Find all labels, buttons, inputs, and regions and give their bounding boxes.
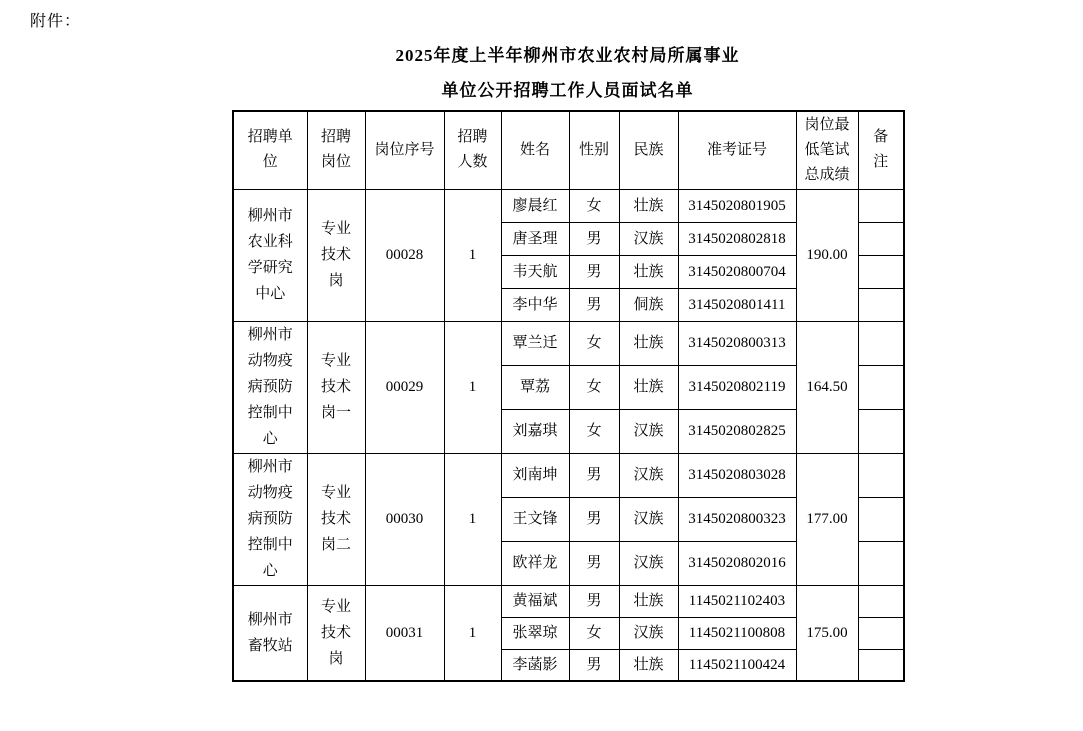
candidate-name-cell: 覃兰迁: [501, 321, 569, 365]
candidate-name-cell: 欧祥龙: [501, 541, 569, 585]
exam-id-cell: 3145020802825: [678, 409, 796, 453]
remark-cell: [858, 189, 904, 222]
ethnicity-cell: 壮族: [619, 585, 678, 617]
header-name: 姓名: [501, 111, 569, 189]
candidate-name-cell: 刘嘉琪: [501, 409, 569, 453]
exam-id-cell: 3145020802016: [678, 541, 796, 585]
headcount-cell: 1: [444, 189, 501, 321]
post-cell: 专业技术岗: [307, 585, 365, 681]
header-exam-id: 准考证号: [678, 111, 796, 189]
post-code-cell: 00028: [365, 189, 444, 321]
gender-cell: 男: [569, 288, 619, 321]
exam-id-cell: 3145020802818: [678, 222, 796, 255]
ethnicity-cell: 汉族: [619, 497, 678, 541]
gender-cell: 男: [569, 222, 619, 255]
exam-id-cell: 3145020800313: [678, 321, 796, 365]
page-title-line2: 单位公开招聘工作人员面试名单: [441, 81, 694, 100]
remark-cell: [858, 321, 904, 365]
gender-cell: 男: [569, 585, 619, 617]
candidate-name-cell: 廖晨红: [501, 189, 569, 222]
remark-cell: [858, 497, 904, 541]
headcount-cell: 1: [444, 585, 501, 681]
candidate-row: [233, 585, 904, 617]
remark-cell: [858, 255, 904, 288]
exam-id-cell: 3145020802119: [678, 365, 796, 409]
gender-cell: 男: [569, 255, 619, 288]
ethnicity-cell: 汉族: [619, 222, 678, 255]
candidate-name-cell: 黄福斌: [501, 585, 569, 617]
exam-id-cell: 3145020800323: [678, 497, 796, 541]
remark-cell: [858, 617, 904, 649]
post-cell: 专业技术岗: [307, 189, 365, 321]
exam-id-cell: 3145020801905: [678, 189, 796, 222]
header-min-score: 岗位最低笔试总成绩: [796, 111, 858, 189]
candidate-name-cell: 刘南坤: [501, 453, 569, 497]
gender-cell: 女: [569, 365, 619, 409]
unit-cell: 柳州市畜牧站: [233, 585, 307, 681]
attachment-label: 附件：: [30, 13, 82, 30]
candidate-row: [233, 321, 904, 365]
remark-cell: [858, 649, 904, 681]
candidate-name-cell: 唐圣理: [501, 222, 569, 255]
header-headcount: 招聘人数: [444, 111, 501, 189]
headcount-cell: 1: [444, 321, 501, 453]
remark-cell: [858, 288, 904, 321]
candidate-row: [233, 189, 904, 222]
gender-cell: 女: [569, 321, 619, 365]
candidate-name-cell: 韦天航: [501, 255, 569, 288]
headcount-cell: 1: [444, 453, 501, 585]
gender-cell: 男: [569, 453, 619, 497]
ethnicity-cell: 壮族: [619, 255, 678, 288]
exam-id-cell: 3145020801411: [678, 288, 796, 321]
candidate-row: [233, 453, 904, 497]
min-score-cell: 190.00: [796, 189, 858, 321]
post-cell: 专业技术岗二: [307, 453, 365, 585]
exam-id-cell: 3145020800704: [678, 255, 796, 288]
post-code-cell: 00031: [365, 585, 444, 681]
ethnicity-cell: 汉族: [619, 409, 678, 453]
min-score-cell: 177.00: [796, 453, 858, 585]
remark-cell: [858, 222, 904, 255]
ethnicity-cell: 壮族: [619, 321, 678, 365]
post-cell: 专业技术岗一: [307, 321, 365, 453]
ethnicity-cell: 汉族: [619, 541, 678, 585]
candidate-name-cell: 覃荔: [501, 365, 569, 409]
remark-cell: [858, 585, 904, 617]
ethnicity-cell: 壮族: [619, 189, 678, 222]
table-header-row: [233, 111, 904, 189]
gender-cell: 女: [569, 617, 619, 649]
ethnicity-cell: 壮族: [619, 365, 678, 409]
ethnicity-cell: 汉族: [619, 617, 678, 649]
unit-cell: 柳州市动物疫病预防控制中心: [233, 453, 307, 585]
ethnicity-cell: 侗族: [619, 288, 678, 321]
gender-cell: 男: [569, 541, 619, 585]
exam-id-cell: 1145021100808: [678, 617, 796, 649]
ethnicity-cell: 汉族: [619, 453, 678, 497]
gender-cell: 女: [569, 409, 619, 453]
header-ethnicity: 民族: [619, 111, 678, 189]
gender-cell: 男: [569, 649, 619, 681]
min-score-cell: 164.50: [796, 321, 858, 453]
gender-cell: 女: [569, 189, 619, 222]
header-post: 招聘岗位: [307, 111, 365, 189]
unit-cell: 柳州市农业科学研究中心: [233, 189, 307, 321]
candidate-name-cell: 李菡影: [501, 649, 569, 681]
post-code-cell: 00029: [365, 321, 444, 453]
remark-cell: [858, 453, 904, 497]
interview-roster-table: [232, 110, 905, 682]
candidate-name-cell: 张翠琼: [501, 617, 569, 649]
remark-cell: [858, 365, 904, 409]
gender-cell: 男: [569, 497, 619, 541]
ethnicity-cell: 壮族: [619, 649, 678, 681]
candidate-name-cell: 李中华: [501, 288, 569, 321]
unit-cell: 柳州市动物疫病预防控制中心: [233, 321, 307, 453]
exam-id-cell: 3145020803028: [678, 453, 796, 497]
header-post-code: 岗位序号: [365, 111, 444, 189]
remark-cell: [858, 541, 904, 585]
header-remark: 备注: [858, 111, 904, 189]
header-gender: 性别: [569, 111, 619, 189]
candidate-name-cell: 王文锋: [501, 497, 569, 541]
exam-id-cell: 1145021102403: [678, 585, 796, 617]
exam-id-cell: 1145021100424: [678, 649, 796, 681]
document-body: [232, 38, 903, 682]
min-score-cell: 175.00: [796, 585, 858, 681]
post-code-cell: 00030: [365, 453, 444, 585]
header-unit: 招聘单位: [233, 111, 307, 189]
remark-cell: [858, 409, 904, 453]
page-title-line1: 2025年度上半年柳州市农业农村局所属事业: [395, 46, 740, 65]
